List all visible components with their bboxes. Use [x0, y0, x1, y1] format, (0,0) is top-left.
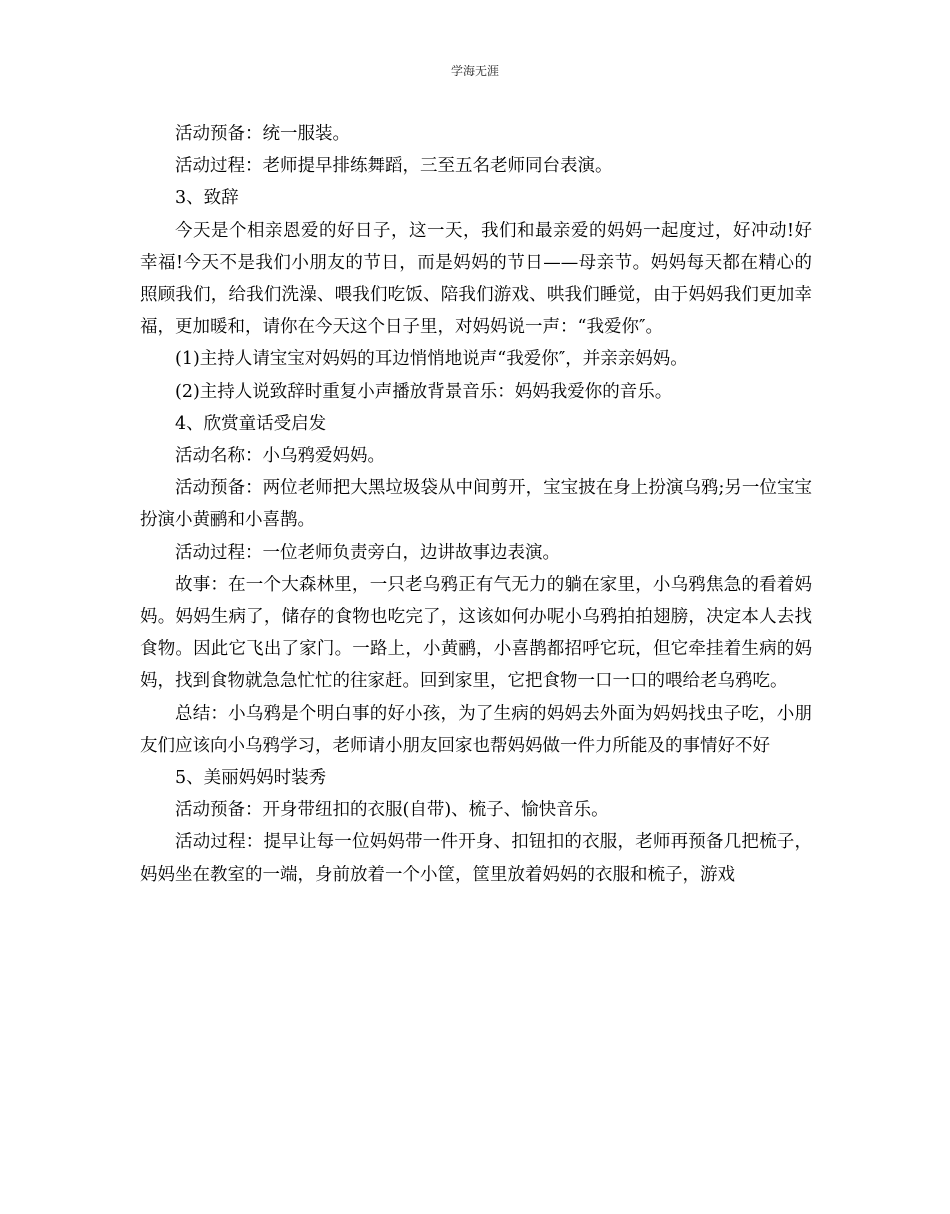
document-body — [140, 118, 812, 891]
paragraph-speech: 今天是个相亲恩爱的好日子，这一天，我们和最亲爱的妈妈一起度过，好冲动!好幸福!今天不是我们小朋友的节日，而是妈妈的节日——母亲节。妈妈每天都在精心的照顾我们，给我们洗澡、喂我们吃饭、陪我们游戏、哄我们睡觉，由于妈妈我们更加幸福，更加暖和，请你在今天这个日子里，对妈妈说一声：“我爱你″。 — [140, 220, 812, 338]
section-heading-speech: 3、致辞 — [175, 188, 239, 209]
paragraph-prep-clothes: 活动预备：开身带纽扣的衣服(自带)、梳子、愉快音乐。 — [175, 800, 609, 821]
paragraph-prep-costume: 活动预备：两位老师把大黑垃圾袋从中间剪开，宝宝披在身上扮演乌鸦;另一位宝宝扮演小黄鹂和小喜鹊。 — [140, 478, 812, 531]
page-header: 学海无涯 — [450, 64, 499, 78]
paragraph-prep-uniform: 活动预备：统一服装。 — [175, 124, 350, 144]
paragraph-summary: 总结：小乌鸦是个明白事的好小孩，为了生病的妈妈去外面为妈妈找虫子吃，小朋友们应该向小乌鸦学习，老师请小朋友回家也帮妈妈做一件力所能及的事情好不好 — [140, 703, 812, 756]
paragraph-story: 故事：在一个大森林里，一只老乌鸦正有气无力的躺在家里，小乌鸦焦急的看着妈妈。妈妈生病了，储存的食物也吃完了，这该如何办呢小乌鸦拍拍翅膀，决定本人去找食物。因此它飞出了家门。一路上，小黄鹂，小喜鹊都招呼它玩，但它牵挂着生病的妈妈，找到食物就急急忙忙的往家赶。回到家里，它把食物一口一口的喂给老乌鸦吃。 — [140, 574, 812, 692]
section-heading-fashion-show: 5、美丽妈妈时装秀 — [175, 768, 327, 789]
paragraph-process-dance: 活动过程：老师提早排练舞蹈，三至五名老师同台表演。 — [175, 156, 613, 177]
section-heading-fairy-tale: 4、欣赏童话受启发 — [175, 413, 327, 434]
paragraph-process-game: 活动过程：提早让每一位妈妈带一件开身、扣钮扣的衣服，老师再预备几把梳子，妈妈坐在教室的一端，身前放着一个小筐，筐里放着妈妈的衣服和梳子，游戏 — [140, 832, 812, 885]
paragraph-activity-name: 活动名称：小乌鸦爱妈妈。 — [175, 446, 385, 467]
paragraph-process-narration: 活动过程：一位老师负责旁白，边讲故事边表演。 — [175, 542, 560, 563]
paragraph-host-step-2: (2)主持人说致辞时重复小声播放背景音乐：妈妈我爱你的音乐。 — [175, 381, 673, 402]
paragraph-host-step-1: (1)主持人请宝宝对妈妈的耳边悄悄地说声“我爱你″，并亲亲妈妈。 — [175, 349, 688, 370]
